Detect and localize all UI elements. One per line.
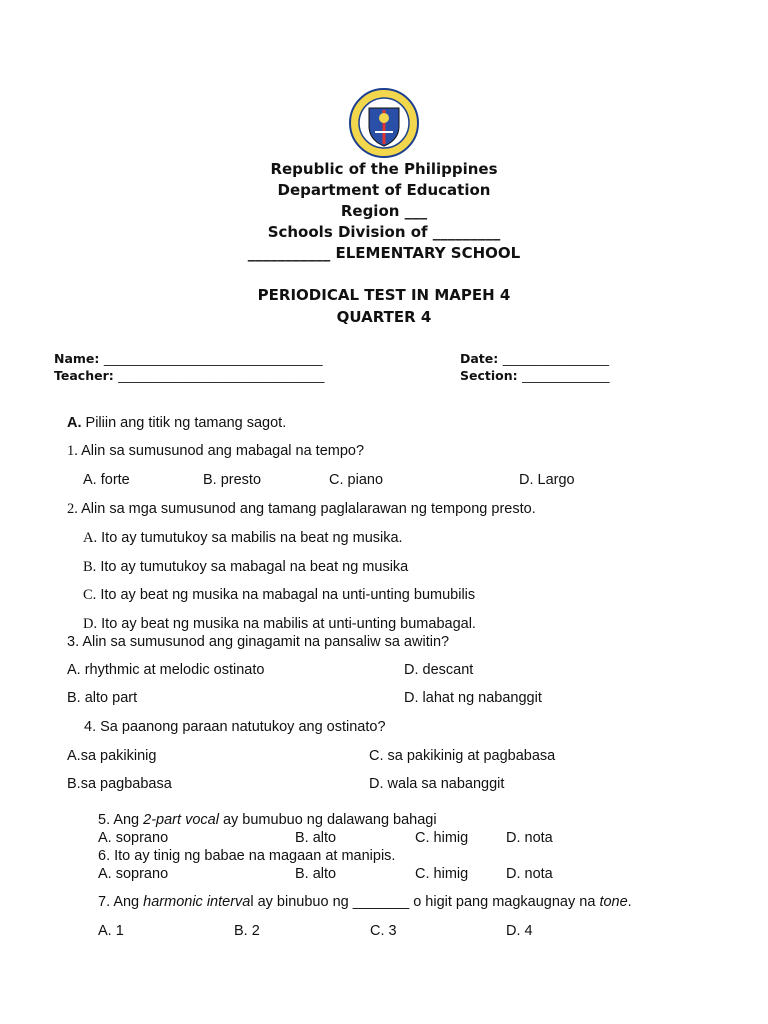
q2-c-text: Ito ay beat ng musika na mabagal na unti-unting bumubilis <box>100 587 476 603</box>
q3-choice-c: D. descant <box>404 662 474 678</box>
date-label: Date: <box>460 351 499 366</box>
test-title: PERIODICAL TEST IN MAPEH 4 <box>257 286 511 304</box>
question-4: 4. Sa paanong paraan natutukoy ang ostinato? <box>84 719 386 735</box>
q7-pre: 7. Ang <box>98 894 144 910</box>
question-2 <box>67 501 536 518</box>
q6-choice-c: C. himig <box>415 866 469 882</box>
header-line-1: Republic of the Philippines <box>270 160 498 178</box>
q1-choice-d: D. Largo <box>519 472 575 488</box>
header-line-2: Department of Education <box>277 181 491 199</box>
question-1 <box>67 443 364 460</box>
question-5 <box>98 812 437 828</box>
q7-choice-b: B. 2 <box>234 923 260 939</box>
q2-choice-d <box>83 616 476 633</box>
q5-post: ay bumubuo ng dalawang bahagi <box>218 812 437 828</box>
deped-seal <box>349 88 419 158</box>
q3-choice-b: B. alto part <box>67 690 138 706</box>
q7-choice-d: D. 4 <box>506 923 533 939</box>
q6-choice-b: B. alto <box>295 866 337 882</box>
q1-choice-a: A. forte <box>83 472 130 488</box>
part-letter: A. <box>67 415 82 431</box>
header-line-3: Region ___ <box>340 202 428 220</box>
q3-choice-a: A. rhythmic at melodic ostinato <box>67 662 265 678</box>
q2-choice-b <box>83 559 408 576</box>
q4-choice-a: A.sa pakikinig <box>67 748 157 764</box>
q7-post: . <box>627 894 632 910</box>
q5-choice-c: C. himig <box>415 830 469 846</box>
q6-choice-d: D. nota <box>506 866 553 882</box>
section-blank: ______________ <box>522 368 610 383</box>
teacher-blank: _________________________________ <box>118 368 325 383</box>
name-field <box>54 350 323 368</box>
instructions-text: Piliin ang titik ng tamang sagot. <box>85 415 287 431</box>
section-label: Section: <box>460 368 518 383</box>
header-line-5: ___________ ELEMENTARY SCHOOL <box>247 244 521 262</box>
q2-text: Alin sa mga sumusunod ang tamang paglalarawan ng tempong presto. <box>81 501 536 517</box>
header-line-4: Schools Division of _________ <box>267 223 501 241</box>
question-6: 6. Ito ay tinig ng babae na magaan at manipis. <box>98 848 396 864</box>
date-blank: _________________ <box>502 351 609 366</box>
q2-choice-a <box>83 530 403 547</box>
section-field <box>460 367 610 385</box>
q5-choice-a: A. soprano <box>98 830 169 846</box>
q4-choice-c: C. sa pakikinig at pagbabasa <box>369 748 556 764</box>
q1-number: 1. <box>67 443 78 459</box>
q2-a-letter: A. <box>83 530 98 546</box>
q5-choice-b: B. alto <box>295 830 337 846</box>
q4-choice-b: B.sa pagbabasa <box>67 776 172 792</box>
q7-choice-c: C. 3 <box>370 923 397 939</box>
q2-d-text: Ito ay beat ng musika na mabilis at unti-unting bumabagal. <box>101 616 476 632</box>
q2-c-letter: C. <box>83 587 97 603</box>
q1-choice-b: B. presto <box>203 472 262 488</box>
q2-d-letter: D. <box>83 616 98 632</box>
q7-mid: l ay binubuo ng _______ o higit pang magkaugnay na <box>250 894 600 910</box>
q2-b-letter: B. <box>83 559 97 575</box>
q5-em: 2-part vocal <box>143 812 219 828</box>
q1-text: Alin sa sumusunod ang mabagal na tempo? <box>81 443 365 459</box>
q1-choice-c: C. piano <box>329 472 384 488</box>
q5-pre: 5. Ang <box>98 812 144 828</box>
q7-em1: harmonic interva <box>143 894 251 910</box>
q2-number: 2. <box>67 501 78 517</box>
name-blank: ___________________________________ <box>103 351 323 366</box>
q6-choice-a: A. soprano <box>98 866 169 882</box>
name-label: Name: <box>54 351 100 366</box>
q3-choice-d: D. lahat ng nabanggit <box>404 690 542 706</box>
question-7 <box>98 894 632 910</box>
teacher-label: Teacher: <box>54 368 114 383</box>
teacher-field <box>54 367 324 385</box>
q5-choice-d: D. nota <box>506 830 553 846</box>
q7-em2: tone <box>599 894 628 910</box>
q2-a-text: Ito ay tumutukoy sa mabilis na beat ng musika. <box>101 530 403 546</box>
instructions <box>67 415 286 431</box>
q2-b-text: Ito ay tumutukoy sa mabagal na beat ng musika <box>100 559 409 575</box>
quarter-label: QUARTER 4 <box>336 308 432 326</box>
q7-choice-a: A. 1 <box>98 923 124 939</box>
date-field <box>460 350 609 368</box>
q4-choice-d: D. wala sa nabanggit <box>369 776 505 792</box>
question-3: 3. Alin sa sumusunod ang ginagamit na pansaliw sa awitin? <box>67 634 450 650</box>
q2-choice-c <box>83 587 475 604</box>
